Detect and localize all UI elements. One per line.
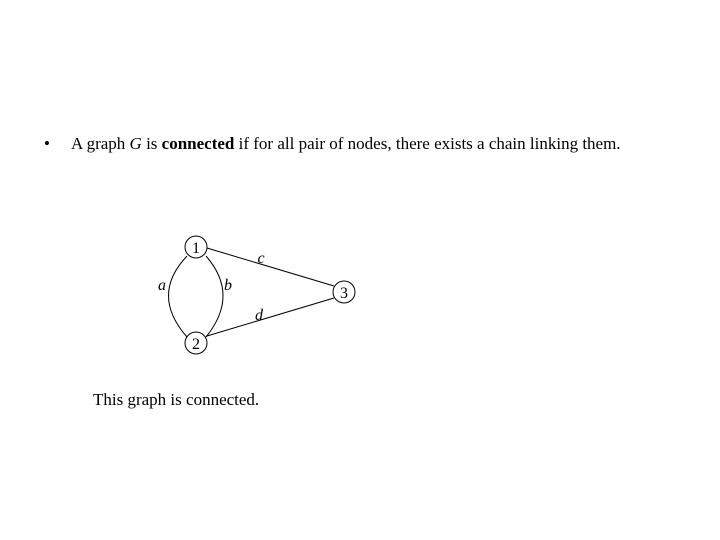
bullet-symbol: • [44,134,50,153]
node-1 [185,236,207,258]
graph-symbol: G [129,134,142,153]
bullet-suffix: if for all pair of nodes, there exists a chain linking them. [234,134,621,153]
node-3-label: 3 [340,285,348,302]
edge-d-label: d [255,307,263,324]
connected-term: connected [161,134,235,153]
bullet-prefix: A graph [71,134,130,153]
node-3 [333,281,355,303]
node-1-label: 1 [192,240,200,257]
edge-b [206,256,223,337]
caption: This graph is connected. [93,390,260,409]
edge-a [169,256,188,337]
edge-c-label: c [257,250,265,267]
edge-d [207,298,334,336]
node-2 [185,332,207,354]
bullet-middle: is [141,134,162,153]
edge-b-label: b [224,277,232,294]
node-2-label: 2 [192,336,200,353]
edge-a-label: a [158,277,166,294]
